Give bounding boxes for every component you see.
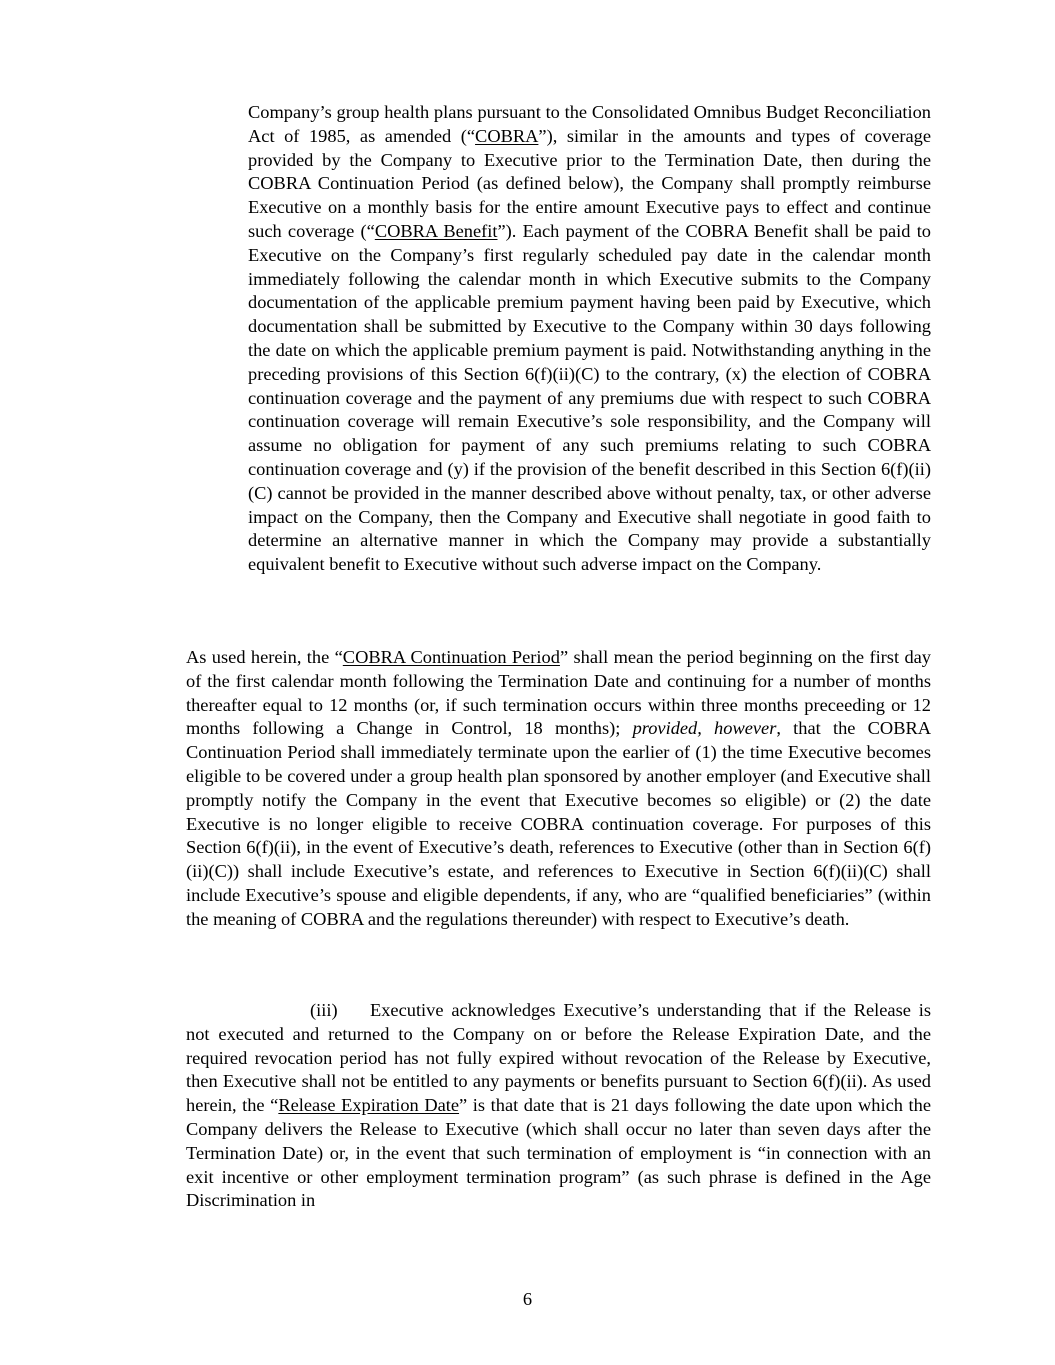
paragraph-text: ”), similar in the amounts and types of coverage provided by the Company to Executive prior to the Termination Date, then during the COBRA Continuation Period (as defined below), the Company shall promptly reimburse Executive on a monthly basis for the entire amount Executive pays to effect and continue such coverage (“	[248, 125, 932, 241]
paragraph-text: ”). Each payment of the COBRA Benefit shall be paid to Executive on the Company’s first regularly scheduled pay date in the calendar month immediately following the calendar month in which Executive submits to the Company documentation of the applicable premium payment having been paid by Executive, which documentation shall be submitted by Executive to the Company within 30 days following the date on which the applicable premium payment is paid. Notwithstanding anything in the preceding provisions of this Section 6(f)(ii)(C) to the contrary, (x) the election of COBRA continuation coverage and the payment of any premiums due with respect to such COBRA continuation coverage will remain Executive’s sole responsibility, and the Company will assume no obligation for payment of any such premiums relating to such COBRA continuation coverage and (y) if the provision of the benefit described in this Section 6(f)(ii)(C) cannot be provided in the manner described above without penalty, tax, or other adverse impact on the Company, then the Company and Executive shall negotiate in good faith to determine an alternative manner in which the Company may provide a substantially equivalent benefit to Executive without such adverse impact on the Company.	[248, 220, 932, 575]
defined-term-cobra-continuation-period: COBRA Continuation Period	[342, 647, 560, 667]
defined-term-cobra-benefit: COBRA Benefit	[374, 220, 498, 241]
defined-term-cobra: COBRA	[475, 125, 539, 146]
paragraph-cobra-continuation-period	[186, 646, 931, 932]
page-number: 6	[522, 1289, 533, 1309]
paragraph-release-expiration	[186, 999, 931, 1213]
paragraph-text: Company’s group health plans pursuant to the Consolidated Omnibus Budget Reconciliation Act of 1985, as amended (“	[248, 102, 931, 146]
paragraph-text: , that the COBRA Continuation Period shall immediately terminate upon the earlier of (1) the time Executive becomes eligible to be covered under a group health plan sponsored by another employer (and Executive shall promptly notify the Company in the event that Executive becomes so eligible) or (2) the date Executive is no longer eligible to receive COBRA continuation coverage. For purposes of this Section 6(f)(ii), in the event of Executive’s death, references to Executive (other than in Section 6(f)(ii)(C)) shall include Executive’s estate, and references to Executive in Section 6(f)(ii)(C) shall include Executive’s spouse and eligible dependents, if any, who are “qualified beneficiaries” (within the meaning of COBRA and the regulations thereunder) with respect to Executive’s death.	[186, 718, 932, 929]
paragraph-cobra-benefit	[248, 101, 931, 577]
italic-phrase: provided, however	[632, 718, 777, 739]
paragraph-text: ” shall mean the period beginning on the first day of the first calendar month following the Termination Date and continuing for a number of months thereafter equal to 12 months (or, if such termination occurs within three months preceeding or 12 months following a Change in Control, 18 months);	[186, 647, 931, 739]
paragraph-text: As used herein, the “	[186, 647, 343, 667]
section-number: (iii)	[310, 1000, 338, 1020]
defined-term-release-expiration-date: Release Expiration Date	[278, 1095, 460, 1116]
paragraph-text: Executive acknowledges Executive’s understanding that if the Release is not executed and returned to the Company on or before the Release Expiration Date, and the required revocation period has not fully expired without revocation of the Release by Executive, then Executive shall not be entitled to any payments or benefits pursuant to Section 6(f)(ii). As used herein, the “	[186, 1000, 931, 1116]
paragraph-text: ” is that date that is 21 days following the date upon which the Company delivers the Release to Executive (which shall occur no later than seven days after the Termination Date) or, in the event that such termination of employment is “in connection with an exit incentive or other employment termination program” (as such phrase is defined in the Age Discrimination in	[186, 1095, 931, 1211]
